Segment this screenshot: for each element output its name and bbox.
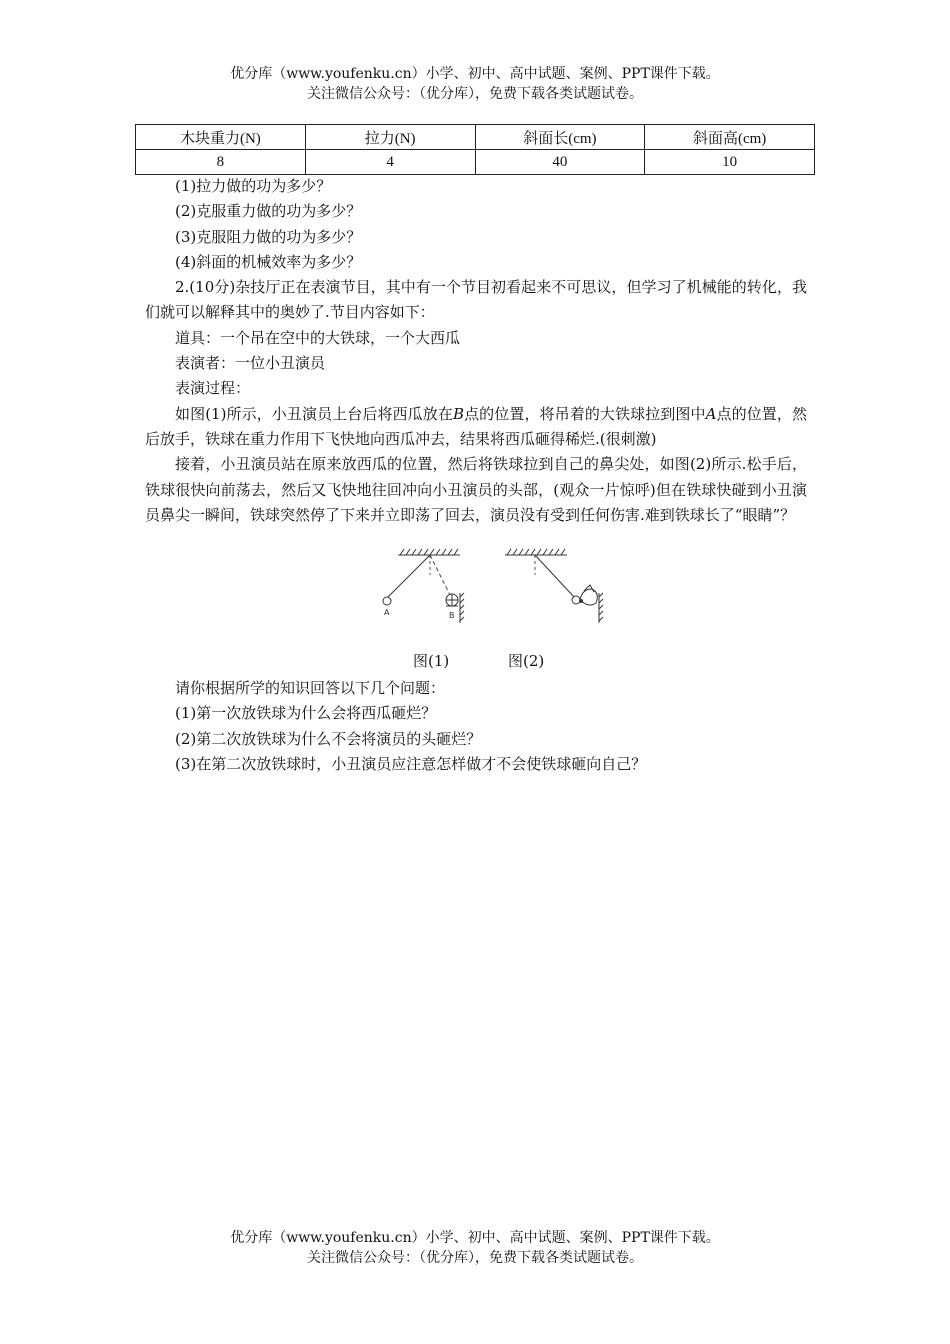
para1-text-c: 点的位置，将吊着的大铁球拉到图中 (463, 404, 706, 423)
question-2-paragraph-2: 接着，小丑演员站在原来放西瓜的位置，然后将铁球拉到自己的鼻尖处，如图(2)所示.松手后，铁球很快向前荡去，然后又飞快地往回冲向小丑演员的头部，(观众一片惊呼)但在铁球快碰到小丑演员鼻尖一瞬间，铁球突然停了下来并立即荡了回去，演员没有受到任何伤害.难到铁球长了“眼睛”？ (145, 455, 807, 524)
header-line-2: 关注微信公众号：（优分库），免费下载各类试题试卷。 (307, 86, 643, 102)
figure-1-caption: 图(1) (413, 652, 450, 670)
figure-label-b: B (449, 611, 455, 620)
table-cell: 40 (475, 150, 645, 175)
footer-line-1: 优分库（www.youfenku.cn）小学、初中、高中试题、案例、PPT课件下载。 (230, 1230, 720, 1246)
figure-2-string (535, 555, 574, 597)
followup-question: (1)第一次放铁球为什么会将西瓜砸烂？ (175, 704, 437, 723)
page-header (0, 64, 950, 104)
figure-2-ceiling (505, 549, 567, 555)
table-cell: 8 (136, 150, 306, 175)
figure-1-dashed-path-b (430, 555, 450, 595)
figure-label-a: A (384, 608, 390, 617)
question-1-part-3: (3)克服阻力做的功为多少？ (175, 227, 362, 246)
footer-line-2: 关注微信公众号：（优分库），免费下载各类试题试卷。 (307, 1250, 643, 1266)
question-1-part-2: (2)克服重力做的功为多少？ (175, 202, 362, 221)
question-2-performer: 表演者：一位小丑演员 (175, 354, 326, 373)
figure-2-stand (599, 593, 603, 623)
figure-1-ceiling (398, 549, 460, 555)
table-header-cell: 斜面长(cm) (475, 125, 645, 150)
question-2-process: 表演过程： (175, 379, 251, 398)
pendulum-figure (370, 545, 610, 635)
iron-ball-clown (572, 596, 580, 604)
table-row (136, 150, 815, 175)
point-b-label: B (452, 404, 464, 423)
figure-2-caption: 图(2) (508, 652, 545, 670)
question-2-intro: 2.(10分)杂技厅正在表演节目，其中有一个节目初看起来不可思议，但学习了机械能的转化，我们就可以解释其中的奥妙了.节目内容如下： (145, 278, 807, 322)
page-footer (0, 1228, 950, 1268)
data-table (135, 124, 815, 175)
question-1-part-1: (1)拉力做的功为多少？ (175, 177, 332, 195)
table-header-cell: 木块重力(N) (136, 125, 306, 150)
followup-prompt: 请你根据所学的知识回答以下几个问题： (175, 679, 446, 697)
followup-question: (2)第二次放铁球为什么不会将演员的头砸烂？ (175, 729, 482, 748)
table-header-cell: 拉力(N) (305, 125, 475, 150)
question-2-props: 道具：一个吊在空中的大铁球，一个大西瓜 (175, 328, 461, 347)
figure-1-string-a (388, 555, 430, 597)
table-header-cell: 斜面高(cm) (645, 125, 815, 150)
watermelon-icon (446, 594, 458, 606)
followup-question: (3)在第二次放铁球时，小丑演员应注意怎样做才不会使铁球砸向自己？ (175, 754, 647, 773)
header-line-1: 优分库（www.youfenku.cn）小学、初中、高中试题、案例、PPT课件下载。 (230, 66, 720, 82)
point-a-label: A (705, 404, 717, 423)
table-header-row (136, 125, 815, 150)
question-1-part-4: (4)斜面的机械效率为多少？ (175, 252, 362, 271)
table-cell: 4 (305, 150, 475, 175)
iron-ball-a (383, 597, 391, 605)
para1-text-a: 如图(1)所示，小丑演员上台后将西瓜放在 (175, 404, 453, 423)
question-content (145, 174, 807, 528)
clown-head-icon (580, 585, 598, 605)
question-2-paragraph-1 (145, 402, 807, 453)
table-cell: 10 (645, 150, 815, 175)
para1-text-e: 点的位置，然后放手，铁球在重力作用下飞快地向西瓜冲去，结果将西瓜砸得稀烂.(很刺激) (145, 404, 807, 448)
followup-questions (145, 676, 807, 777)
